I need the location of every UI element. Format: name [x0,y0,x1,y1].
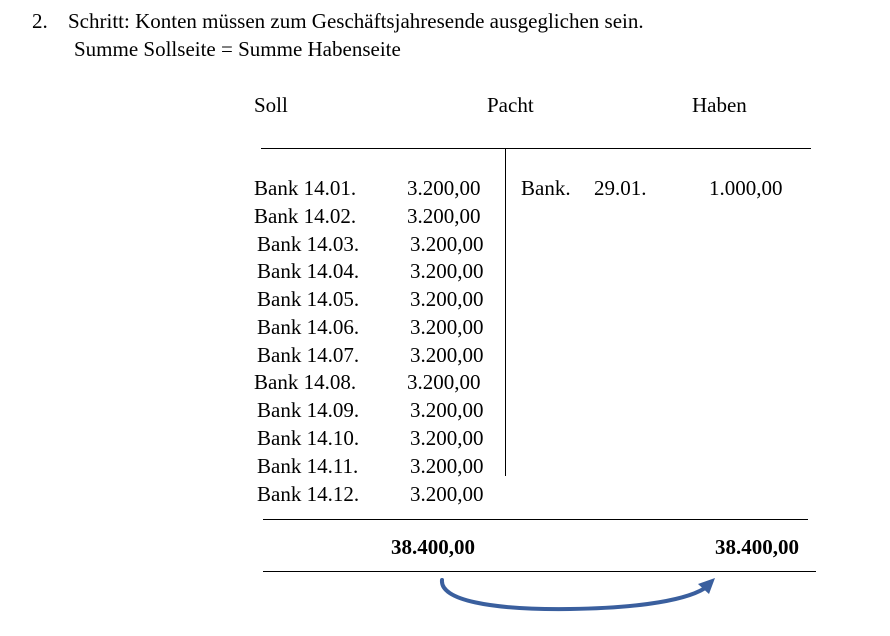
soll-entry-label: Bank 14.02. [254,204,357,228]
soll-entry-amount: 3.200,00 [410,398,484,422]
soll-entry-amount: 3.200,00 [410,454,484,478]
soll-entry-label: Bank 14.12. [257,482,360,506]
soll-entry-label: Bank 14.11. [257,454,359,478]
instruction-line-2: Summe Sollseite = Summe Habenseite [74,37,401,61]
t-account-divider [505,148,506,476]
soll-entry-amount: 3.200,00 [410,259,484,283]
soll-entry-amount: 3.200,00 [407,204,481,228]
soll-entry-amount: 3.200,00 [410,232,484,256]
soll-entry-label: Bank 14.06. [257,315,360,339]
haben-entry-label: Bank. [521,176,571,200]
t-account-top-line [261,148,811,149]
sum-top-line [263,519,808,520]
haben-entry-amount: 1.000,00 [709,176,783,200]
haben-header: Haben [692,93,747,117]
soll-entry-amount: 3.200,00 [410,426,484,450]
soll-entry-amount: 3.200,00 [410,343,484,367]
soll-total: 38.400,00 [391,535,475,559]
haben-entry-date: 29.01. [594,176,647,200]
soll-entry-amount: 3.200,00 [407,176,481,200]
soll-entry-label: Bank 14.09. [257,398,360,422]
soll-entry-amount: 3.200,00 [407,370,481,394]
soll-entry-label: Bank 14.05. [257,287,360,311]
soll-entry-label: Bank 14.08. [254,370,357,394]
soll-entry-label: Bank 14.10. [257,426,360,450]
soll-entry-amount: 3.200,00 [410,482,484,506]
soll-entry-amount: 3.200,00 [410,287,484,311]
account-name: Pacht [487,93,534,117]
soll-entry-label: Bank 14.03. [257,232,360,256]
soll-entry-label: Bank 14.07. [257,343,360,367]
soll-entry-amount: 3.200,00 [410,315,484,339]
transfer-arrow-icon [430,570,730,620]
soll-entry-label: Bank 14.04. [257,259,360,283]
soll-entry-label: Bank 14.01. [254,176,357,200]
instruction-line-1: Schritt: Konten müssen zum Geschäftsjahresende ausgeglichen sein. [68,9,644,33]
haben-total: 38.400,00 [715,535,799,559]
step-number: 2. [32,9,48,33]
soll-header: Soll [254,93,288,117]
